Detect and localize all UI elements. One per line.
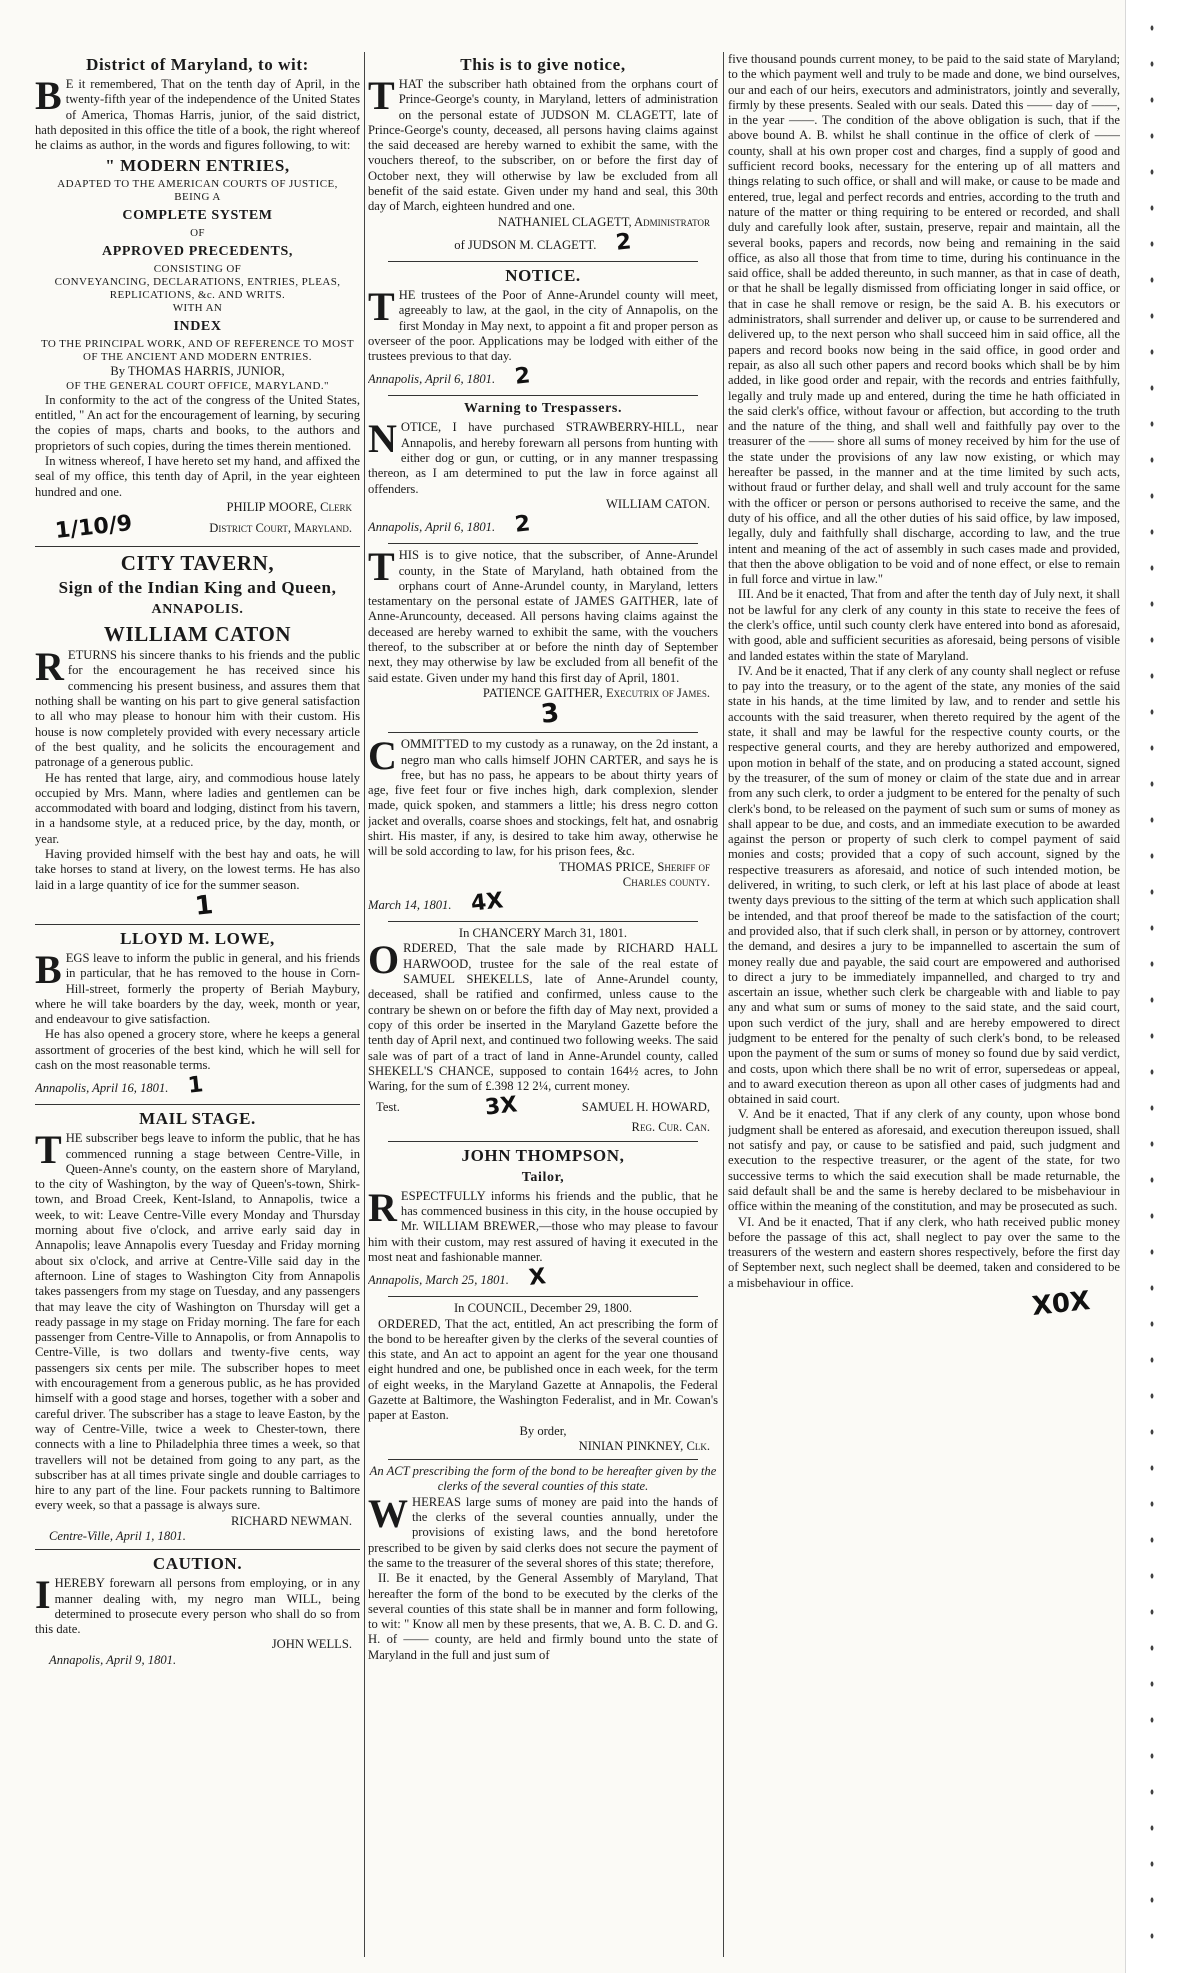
book-author-office: OF THE GENERAL COURT OFFICE, MARYLAND.": [66, 379, 329, 392]
signature: SAMUEL H. HOWARD,: [581, 1099, 710, 1114]
handwritten-mark: 3X: [483, 1092, 519, 1122]
act-title: An ACT prescribing the form of the bond to be hereafter given by the clerks of the several counties of this state.: [369, 1464, 717, 1494]
tailor-advert: [368, 1146, 718, 1291]
test-label: Test.: [376, 1099, 400, 1114]
dateline: March 14, 1801.: [368, 898, 452, 913]
book-subtitle: CONVEYANCING, DECLARATIONS, ENTRIES, PLEAS, REPLICATIONS, &c. AND WRITS.: [54, 276, 341, 302]
signature: PHILIP MOORE, Clerk: [226, 499, 352, 514]
article-body: V. And be it enacted, That if any clerk of any county, upon whose bond judgment shall be entered as aforesaid, and execution thereupon issued, shall not satisfy and pay, or cause to be satisfied and paid, such judgment and execution to the respective treasurer, or the agent of the state, for two successive terms to which the said execution shall be made returnable, the said default shall be and the same is hereby declared to be misbehaviour in office within the meaning of the constitution, and may be prosecuted as such.: [728, 1107, 1120, 1214]
article-heading: CAUTION.: [152, 1554, 243, 1574]
dateline: Annapolis, April 9, 1801.: [49, 1652, 177, 1667]
column-3: [728, 52, 1120, 1957]
signature: NATHANIEL CLAGETT, Administrator: [498, 214, 710, 229]
divider: [388, 395, 698, 396]
article-subheading: Sign of the Indian King and Queen,: [58, 578, 337, 598]
divider: [388, 1459, 698, 1460]
article-heading: LLOYD M. LOWE,: [120, 928, 275, 948]
book-subtitle: OF: [190, 227, 205, 240]
dateline: Annapolis, April 6, 1801.: [368, 520, 496, 535]
handwritten-mark: 1: [193, 890, 216, 922]
column-2: [368, 52, 718, 1957]
signature: WILLIAM CATON.: [605, 496, 710, 511]
dateline: Centre-Ville, April 1, 1801.: [49, 1529, 186, 1543]
sprocket-holes: [1142, 10, 1166, 1960]
book-subtitle: COMPLETE SYSTEM: [122, 208, 273, 224]
act-text: [368, 1464, 718, 1663]
dateline: Annapolis, April 6, 1801.: [368, 372, 496, 387]
article-heading: This is to give notice,: [460, 55, 626, 74]
copyright-notice: [35, 55, 360, 545]
article-heading: NOTICE.: [505, 265, 581, 285]
caution-notice: [35, 1554, 360, 1668]
divider: [388, 732, 698, 733]
divider: [388, 543, 698, 544]
poor-notice: [368, 266, 718, 390]
clagett-notice: [368, 55, 718, 256]
article-body: In conformity to the act of the congress of the United States, entitled, " An act for the encouragement of learning, by securing the copies of maps, charts and books, to the authors and proprietors of such copies, during the times therein mentioned.: [35, 392, 360, 453]
book-title: " MODERN ENTRIES,: [105, 156, 290, 176]
article-body: WHEREAS large sums of money are paid into the hands of the clerks of the several counties annually, under the provisions of existing laws, and the bond heretofore prescribed to be given by said clerks does not secure the payment of the same to the treasurer of the several shores of this state; therefore,: [368, 1490, 718, 1570]
article-heading: CITY TAVERN,: [120, 551, 275, 576]
divider: [35, 1104, 360, 1105]
article-body: He has also opened a grocery store, where he keeps a general assortment of groceries of the best kind, which he will sell for cash on the most reasonable terms.: [35, 1027, 360, 1072]
book-subtitle: WITH AN: [172, 302, 223, 315]
column-rule: [723, 52, 724, 1957]
signature-line2: Charles county.: [622, 874, 710, 889]
column-rule: [364, 52, 365, 1957]
article-heading: MAIL STAGE.: [139, 1109, 256, 1129]
book-author: By THOMAS HARRIS, JUNIOR,: [110, 364, 285, 379]
article-body: In witness whereof, I have hereto set my hand, and affixed the seal of my office, this tenth day of April, in the year eighteen hundred and one.: [35, 453, 360, 499]
handwritten-note: 1/10/9: [53, 511, 134, 545]
article-heading: JOHN THOMPSON,: [461, 1145, 625, 1165]
handwritten-mark: 2: [513, 511, 532, 538]
mail-stage-advert: [35, 1109, 360, 1544]
divider: [35, 546, 360, 547]
book-subtitle: ADAPTED TO THE AMERICAN COURTS OF JUSTICE,: [57, 178, 338, 191]
handwritten-mark: 1: [187, 1072, 205, 1100]
chancery-order: [368, 926, 718, 1136]
article-subheading: Tailor,: [521, 1169, 565, 1185]
book-subtitle: APPROVED PRECEDENTS,: [102, 244, 293, 260]
signature: RICHARD NEWMAN.: [230, 1513, 352, 1528]
article-body: THAT the subscriber hath obtained from the orphans court of Prince-George's county, in Maryland, letters of administration on the personal estate of JUDSON M. CLAGETT, late of Prince-George's county, deceased, all persons having claims against the said deceased are hereby warned to exhibit the same, with the vouchers thereof, to the subscriber, on or before the first day of October next, they will otherwise by law be excluded from all benefit of the said estate. Given under my hand and seal, this 30th day of March, eighteen hundred and one.: [368, 73, 718, 214]
article-body: IV. And be it enacted, That if any clerk of any county shall neglect or refuse to pay into the treasury, or to the agent of the state, any monies of the said state in his hands, at the time limited by law, and to render and settle his accounts with the said treasurer, when thereto required by the agent of the state, it shall and may be lawful for the respective county courts, or the respective general courts, and they are hereby authorized and empowered, upon motion in behalf of the state, and on producing a stated account, signed by the treasurer, of the sum of money or claim of the state due and in arrear from any such clerk, to order a judgment to be entered for the penalty of such clerk's bond, to be released on the payment of such sum or sums of money as shall appear to be due, and costs, and an immediate execution to be awarded against the person or property of such clerk to compel payment of said monies and costs; provided that a copy of such account, signed by the respective treasurers as aforesaid, and notice of such intended motion, be delivered, in writing, to such clerk, or left at his last place of abode at least twenty days previous to the sitting of the term at which such application shall be intended, and that proof thereof be made to the satisfaction of the court; and provided also, that if such clerk shall, in person or by attorney, controvert the demand, and desires a jury to be impannelled to ascertain the sum of money really due and payable, the said court are empowered and authorised to direct a jury to be immediately impannelled, and charged to try and ascertain an issue, whether such clerk be chargeable with and liable to pay any and what sum or sums of money to the said state, and the said court, upon such verdict of the jury, shall and are hereby empowered to direct judgment to be entered for the penalty of such clerk's bond, to be released upon the payment of the sum or sums of money so found due by said verdict, and costs, upon which there shall be no writ of error, supersedeas or appeal, and to award execution thereon as upon all other cases of judgments had and obtained in said court.: [728, 663, 1120, 1107]
article-body: THE subscriber begs leave to inform the public, that he has commenced running a stage between Centre-Ville, in Queen-Anne's county, on the eastern shore of Maryland, to the city of Washington, by the way of Queen's-town, Shirk-town, and Broad Creek, Kent-Island, to Annapolis, twice a week, to wit: Leave Centre-Ville every Monday and Thursday morning about five o'clock, and arrive early said day in Annapolis; leave Annapolis every Tuesday and Friday morning about six o'clock, and arrive at Centre-Ville said day in the afternoon. Line of stages to Washington City from Annapolis takes passengers from my stage on Tuesday, and any passengers that may leave the city of Washington on Thursday will get a ready passage in my stage on Friday morning. The fare for each passenger from Centre-Ville to Annapolis, or from Annapolis to Centre-Ville, is two dollars and twenty-five cents, way passengers six cents per mile. The subscriber hopes to meet with encouragement from a generous public, as he has provided himself with a good stage and horses, together with a sober and careful driver. The subscriber has a stage to leave Easton, by the way of Centre-Ville, twice a week to Chester-town, there connects with a line to Philadelphia three times a week, so that travellers will not be detained from going to any part, as the subscriber has at all times private single and double carriages to hire to any part of the line. Four packets running to Baltimore every week, so that a passage is always sure.: [35, 1127, 360, 1513]
council-order: [368, 1301, 718, 1454]
article-body: COMMITTED to my custody as a runaway, on the 2d instant, a negro man who calls himself JOHN CARTER, and says he is free, but has no pass, he appears to be about thirty years of age, five feet four or five inches high, dark complexion, slender made, quick spoken, and stammers a little; his dress negro cotton jacket and overalls, coarse shoes and stockings, felt hat, and osnabrig shirt. His master, if any, is desired to take him away, otherwise he will be sold according to law, for his prison fees, &c.: [368, 733, 718, 859]
article-body: VI. And be it enacted, That if any clerk, who hath received public money before the passage of this act, shall neglect to pay over the same to the treasurers of the western and eastern shores respectively, before the first day of September next, such neglect shall be deemed, taken and considered to be a misbehaviour in office.: [728, 1214, 1120, 1290]
book-subtitle: INDEX: [173, 319, 222, 335]
by-order: By order,: [519, 1423, 567, 1438]
handwritten-mark: X0X: [1030, 1286, 1092, 1323]
article-heading: District of Maryland, to wit:: [86, 55, 309, 74]
handwritten-mark: 4X: [470, 888, 505, 917]
handwritten-mark: 2: [513, 363, 532, 391]
dateline: Annapolis, March 25, 1801.: [368, 1273, 509, 1288]
signature: PATIENCE GAITHER, Executrix of James.: [482, 685, 710, 700]
divider: [388, 921, 698, 922]
signature-office: District Court, Maryland.: [209, 520, 352, 535]
trespass-notice: [368, 400, 718, 538]
book-subtitle: CONSISTING OF: [153, 263, 242, 276]
runaway-notice: [368, 733, 718, 917]
book-subtitle: BEING A: [174, 191, 221, 204]
divider: [35, 924, 360, 925]
article-body: II. Be it enacted, by the General Assembly of Maryland, That hereafter the form of the bond to be executed by the clerks of the several counties of this state shall be in manner and form following, to wit: " Know all men by these presents, that we, A. B. C. D. and G. H. of —— county, are held and firmly bound unto the state of Maryland in the full and just sum of: [368, 1571, 718, 1662]
gaither-notice: [368, 544, 718, 731]
article-body: ORDERED, That the act, entitled, An act prescribing the form of the bond to be hereafter given by the clerks of the several counties of this state, and An act to appoint an agent for the year one thousand eight hundred and one, be published once in each week, for the term of eight weeks, in the Maryland Gazette at Annapolis, the Federal Gazette at Baltimore, the Washington Federalist, and in Mr. Cowan's paper at Easton.: [368, 1316, 718, 1423]
article-body: BE it remembered, That on the tenth day of April, in the twenty-fifth year of the independence of the United States of America, Thomas Harris, junior, of the said district, hath deposited in this office the title of a book, the right whereof he claims as author, in the words and figures following, to wit:: [35, 73, 360, 153]
article-body: He has rented that large, airy, and commodious house lately occupied by Mrs. Mann, where ladies and gentlemen can be accommodated with board and lodging, distinct from his tavern, in a handsome style, at a reduced price, by the day, month, or year.: [35, 770, 360, 846]
tavern-advert: [35, 551, 360, 922]
article-body: five thousand pounds current money, to be paid to the said state of Maryland; to the which payment well and truly to be made and done, we bind ourselves, our and each of our heirs, executors and administrators, jointly and severally, firmly by these presents. Sealed with our seals. Dated this —— day of ——, in the year ——. The condition of the above obligation is such, that if the above bound A. B. whilst he shall continue in the office of clerk of —— county, shall at his own proper cost and charges, find a supply of good and sufficient record books, necessary for the entering up of all matters and things relating to such office, or shall and will make, or cause to be made and entered, true, legal and perfect records and entries, according to the truth and nature of the matter or thing requiring to be entered or recorded, and shall duly and carefully look after, sustain, preserve, repair and maintain, all the several books, papers and records, now being and remaining in the said office, as also all those that from time to time, during his continuance in the said office, shall be added thereunto, in such manner, as that in case of death, or that he shall be legally dismissed from officiating longer in said office, or that in case he shall remove or resign, be the said A. B. his executors or administrators, shall surrender and deliver up, or cause to be surrendered and delivered up, to the next person who shall succeed him in said office, all the papers and record books now being in the said office, in good order and repair, as also all such other papers and record books which shall be by him added, in like good order and repair, with the records and entries faithfully, legally and truly made up and entered, during the time he hath officiated in the said clerk's office, without favour or affection, but according to the truth and the nature of the thing, and shall well and faithfully pay over to the treasurer of the —— shore all sums of money received by him for the use of the state under the provisions of any law now existing, or which may hereafter be passed, in the manner and at the time limited by such acts, without fraud or further delay, and shall well and truly account for the same with the officer or person or persons authorised to receive the same, and the duty of his office, and all the other duties of his said office, by law imposed, legally, duly and faithfully shall discharge, according to law, and the true intent and meaning of the act of assembly in such cases made and provided, that then the above obligation to be void and of none effect, or else to remain in full force and virtue in law.": [728, 52, 1120, 587]
divider: [388, 1141, 698, 1142]
article-heading: Warning to Trespassers.: [463, 401, 623, 417]
article-body: RESPECTFULLY informs his friends and the public, that he has commenced business in this city, in the house occupied by Mr. WILLIAM BREWER,—those who may please to favour him with their custom, may rest assured of having it executed in the most neat and fashionable manner.: [368, 1184, 718, 1264]
article-subheading: ANNAPOLIS.: [151, 602, 244, 618]
article-body: THE trustees of the Poor of Anne-Arundel county will meet, agreeably to law, at the gaol, in the city of Annapolis, on the first Monday in May next, to appoint a fit and proper person as overseer of the poor. Applications may be lodged with either of the trustees previous to that day.: [368, 283, 718, 364]
signature: NINIAN PINKNEY, Clk.: [578, 1438, 710, 1453]
book-subtitle: TO THE PRINCIPAL WORK, AND OF REFERENCE TO MOST OF THE ANCIENT AND MODERN ENTRIES.: [40, 338, 355, 364]
dateline: Annapolis, April 16, 1801.: [35, 1081, 169, 1096]
signature-line2: of JUDSON M. CLAGETT.: [454, 237, 597, 252]
signature-line2: Reg. Cur. Can.: [631, 1120, 710, 1135]
act-continuation: [728, 52, 1120, 1323]
article-body: NOTICE, I have purchased STRAWBERRY-HILL, near Annapolis, and hereby forewarn all persons from hunting with either dog or gun, or cutting, or in any manner trespassing thereon, as I am determined to put the law in force against all offenders.: [368, 416, 718, 496]
divider: [388, 1296, 698, 1297]
column-1: [35, 52, 360, 1957]
signature: THOMAS PRICE, Sheriff of: [559, 859, 710, 874]
article-body: IHEREBY forewarn all persons from employing, or in any manner dealing with, my negro man WILL, being determined to prosecute every person who shall do so from this date.: [35, 1572, 360, 1637]
handwritten-mark: 2: [615, 229, 633, 256]
article-body: BEGS leave to inform the public in general, and his friends in particular, that he has removed to the house in Corn-Hill-street, formerly the property of Beriah Maybury, where he will take boarders by the day, week, month or year, and endeavour to give satisfaction.: [35, 946, 360, 1027]
lowe-advert: [35, 929, 360, 1099]
article-body: III. And be it enacted, That from and after the tenth day of July next, it shall not be lawful for any clerk of any county in this state to receive the fees of the clerk's office, until such county clerk have entered into bond as aforesaid, with good, able and sufficient securities as aforesaid, being persons of visible and landed estates within the state of Maryland.: [728, 587, 1120, 663]
divider: [388, 261, 698, 262]
article-body: ORDERED, That the sale made by RICHARD HALL HARWOOD, trustee for the sale of the real estate of SAMUEL SHEKELLS, late of Anne-Arundel county, deceased, shall be ratified and confirmed, unless cause to the contrary be shewn on or before the fifth day of May next, provided a copy of this order be inserted in the Maryland Gazette before the tenth day of April next, and continued two following weeks. The said sale was of part of a tract of land in Anne-Arundel county, called SHEKELL'S CHANCE, supposed to contain 164½ acres, to John Waring, for the sum of £.398 12 2¼, current money.: [368, 937, 718, 1094]
signature: JOHN WELLS.: [271, 1637, 352, 1652]
dateline: In CHANCERY March 31, 1801.: [458, 926, 628, 941]
article-body: THIS is to give notice, that the subscriber, of Anne-Arundel county, in the State of Maryland, hath obtained from the orphans court of Anne-Arundel county, in Maryland, letters testamentary on the personal estate of JAMES GAITHER, late of Anne-Aruncounty, deceased. All persons having claims against the deceased are hereby warned to exhibit the same, with the vouchers thereof, to the subscriber at or before the ninth day of September next, they may otherwise by law be excluded from all benefit of the said estate. Given under my hand this first day of April, 1801.: [368, 544, 718, 685]
handwritten-mark: 3: [539, 698, 561, 731]
handwritten-mark: X: [527, 1264, 548, 1292]
article-body: Having provided himself with the best hay and oats, he will take horses to stand at livery, on the lowest terms. He has also laid in a large quantity of ice for the summer season.: [35, 847, 360, 892]
dateline: In COUNCIL, December 29, 1800.: [453, 1301, 633, 1316]
divider: [35, 1549, 360, 1550]
advertiser-name: WILLIAM CATON: [103, 622, 292, 647]
article-body: RETURNS his sincere thanks to his friends and the public for the encouragement he has received since his commencing his present business, and assures them that nothing shall be wanting on his part to give general satisfaction to all who may please to honour him with their custom. His house is now completely provided with every necessary article of the best quality, and he solicits the encouragement and patronage of a generous public.: [35, 644, 360, 770]
